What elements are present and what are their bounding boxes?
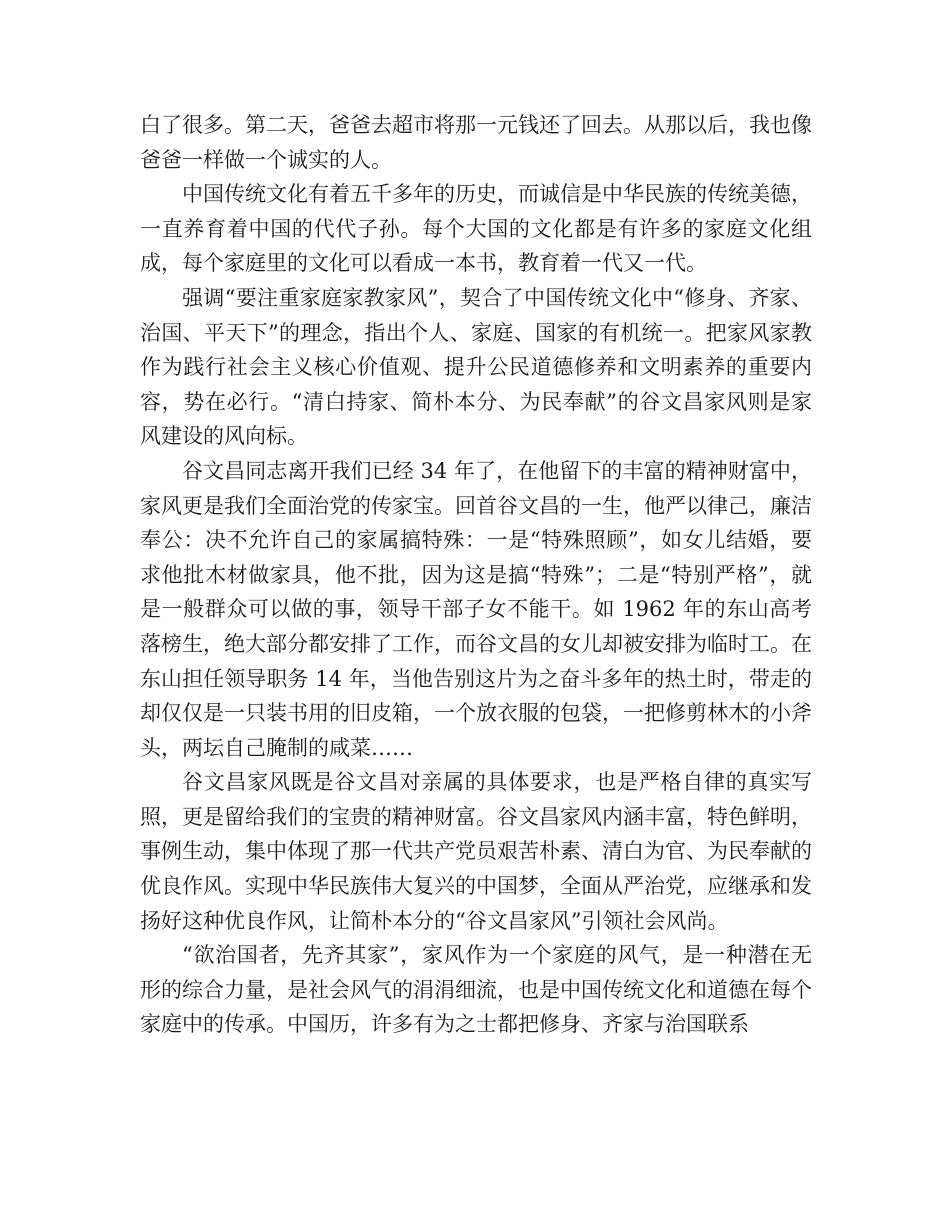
paragraph-govern-nation: “欲治国者，先齐其家”，家风作为一个家庭的风气，是一种潜在无形的综合力量，是社会风气的涓涓细流，也是中国传统文化和道德在每个家庭中的传承。中国历，许多有为之士都把修身、齐家与治国联系 (140, 943, 812, 1037)
paragraph-gu-wenchang-family-style: 谷文昌家风既是谷文昌对亲属的具体要求，也是严格自律的真实写照，更是留给我们的宝贵的精神财富。谷文昌家风内涵丰富，特色鲜明，事例生动，集中体现了那一代共产党员艰苦朴素、清白为官、为民奉献的优良作风。实现中华民族伟大复兴的中国梦，全面从严治党，应继承和发扬好这种优良作风，让简朴本分的“谷文昌家风”引领社会风尚。 (140, 770, 812, 933)
paragraph-family-tradition: 强调“要注重家庭家教家风”，契合了中国传统文化中“修身、齐家、治国、平天下”的理念，指出个人、家庭、国家的有机统一。把家风家教作为践行社会主义核心价值观、提升公民道德修养和文明素养的重要内容，势在必行。“清白持家、简朴本分、为民奉献”的谷文昌家风则是家风建设的风向标。 (140, 285, 812, 449)
document-page (140, 108, 812, 1042)
paragraph-traditional-culture: 中国传统文化有着五千多年的历史，而诚信是中华民族的传统美德，一直养育着中国的代代子孙。每个大国的文化都是有许多的家庭文化组成，每个家庭里的文化可以看成一本书，教育着一代又一代。 (140, 182, 812, 276)
paragraph-continuation: 白了很多。第二天，爸爸去超市将那一元钱还了回去。从那以后，我也像爸爸一样做一个诚实的人。 (140, 113, 812, 172)
paragraph-gu-wenchang-life: 谷文昌同志离开我们已经 34 年了，在他留下的丰富的精神财富中，家风更是我们全面治党的传家宝。回首谷文昌的一生，他严以律己，廉洁奉公：决不允许自己的家属搞特殊：一是“特殊照顾”，如女儿结婚，要求他批木材做家具，他不批，因为这是搞“特殊”；二是“特别严格”，就是一般群众可以做的事，领导干部子女不能干。如 1962 年的东山高考落榜生，绝大部分都安排了工作，而谷文昌的女儿却被安排为临时工。在东山担任领导职务 14 年，当他告别这片为之奋斗多年的热土时，带走的却仅仅是一只装书用的旧皮箱，一个放衣服的包袋，一把修剪林木的小斧头，两坛自己腌制的咸菜…… (140, 458, 812, 760)
